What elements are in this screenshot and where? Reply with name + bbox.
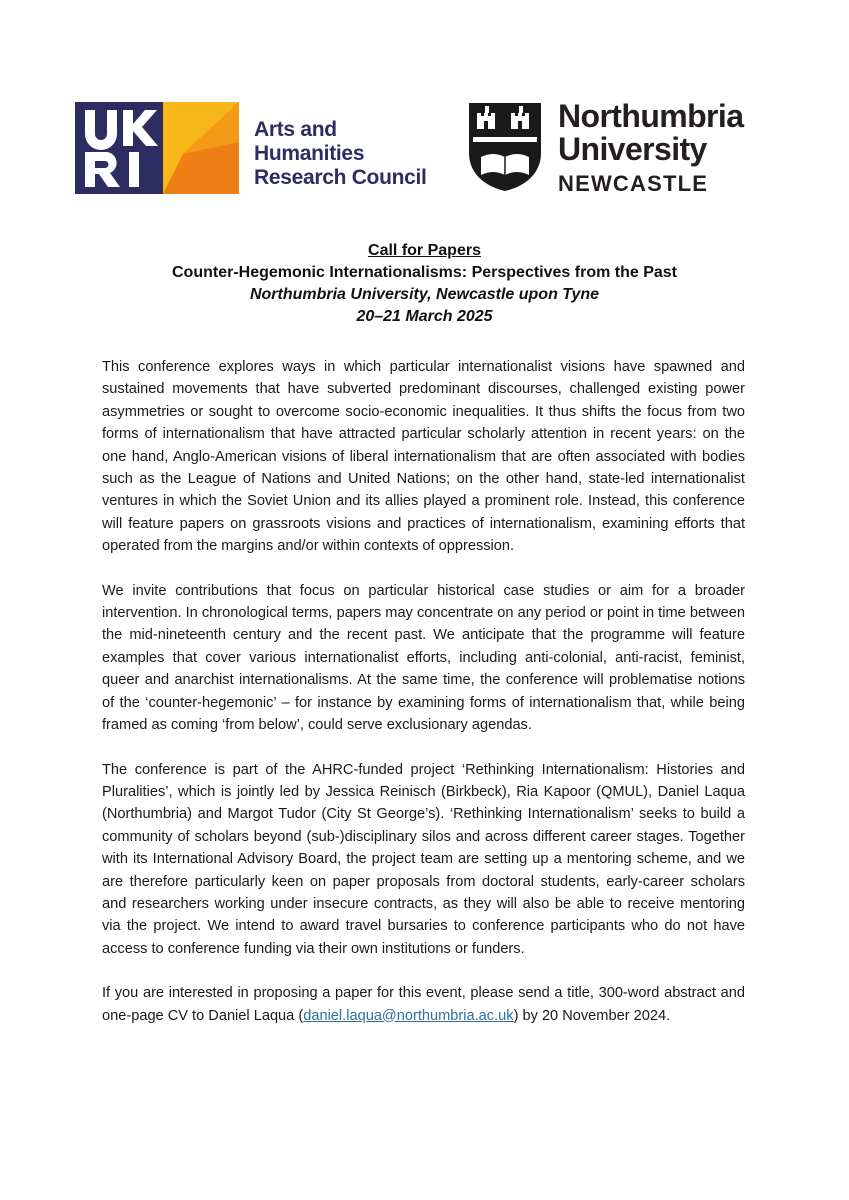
document-heading xyxy=(60,240,789,328)
ahrc-line-1: Arts and xyxy=(254,118,337,141)
conference-dates: 20–21 March 2025 xyxy=(356,308,493,325)
email-link[interactable]: daniel.laqua@northumbria.ac.uk xyxy=(303,1007,514,1024)
submission-text-after: ) by 20 November 2024. xyxy=(513,1007,671,1024)
ukri-logo xyxy=(75,102,239,194)
paragraph-submission xyxy=(102,982,745,1027)
conference-venue: Northumbria University, Newcastle upon Tyne xyxy=(249,286,600,303)
paragraph-contributions: We invite contributions that focus on particular historical case studies or aim for a broader intervention. In chronological terms, papers may concentrate on any period or point in time between the mid-nineteenth century and the recent past. We anticipate that the programme will feature examples that cover various internationalist efforts, including anti-colonial, anti-racist, feminist, queer and anarchist internationalisms. At the same time, the conference will problematise notions of the ‘counter-hegemonic’ – for instance by examining forms of internationalism that, while being framed as coming ‘from below’, could serve exclusionary agendas. xyxy=(102,582,745,734)
paragraph-project: The conference is part of the AHRC-funded project ‘Rethinking Internationalism: Histories and Pluralities’, which is jointly led by Jessica Reinisch (Birkbeck), Ria Kapoor (QMUL), Daniel Laqua (Northumbria) and Margot Tudor (City St George’s). ‘Rethinking Internationalism’ seeks to build a community of scholars beyond (sub-)disciplinary silos and across different career stages. Together with its International Advisory Board, the project team are setting up a mentoring scheme, and we are therefore particularly keen on paper proposals from doctoral students, early-career scholars and researchers working under insecure contracts, as they will also be able to receive mentoring via the project. We intend to award travel bursaries to conference participants who do not have access to conference funding via their own institutions or funders. xyxy=(102,761,745,957)
northumbria-name: Northumbria xyxy=(558,98,744,134)
newcastle-name: NEWCASTLE xyxy=(558,171,709,196)
call-for-papers-title: Call for Papers xyxy=(368,242,481,259)
university-name: University xyxy=(558,131,707,167)
paragraph-intro: This conference explores ways in which particular internationalist visions have spawned and sustained movements that have subverted predominant discourses, challenged existing power asymmetries or sought to overcome socio-economic inequalities. It thus shifts the focus from two forms of internationalism that have attracted particular scholarly attention in recent years: on the one hand, Anglo-American visions of liberal internationalism that are often associated with bodies such as the League of Nations and United Nations; on the other hand, state-led internationalist ventures in which the Soviet Union and its allies played a prominent role. Instead, this conference will feature papers on grassroots visions and practices of internationalism, examining efforts that operated from the margins and/or within contexts of oppression. xyxy=(102,359,745,555)
ahrc-wordmark xyxy=(254,118,427,190)
northumbria-wordmark xyxy=(558,100,743,198)
submission-text-before: If you are interested in proposing a paper for this event, please send a title, 300-word abstract and one-page CV to Daniel Laqua ( xyxy=(102,985,745,1024)
ahrc-line-3: Research Council xyxy=(254,166,427,189)
ahrc-line-2: Humanities xyxy=(254,142,365,165)
document-body xyxy=(102,356,745,1049)
conference-title: Counter-Hegemonic Internationalisms: Perspectives from the Past xyxy=(171,264,677,281)
castle-crest-icon xyxy=(467,101,543,193)
